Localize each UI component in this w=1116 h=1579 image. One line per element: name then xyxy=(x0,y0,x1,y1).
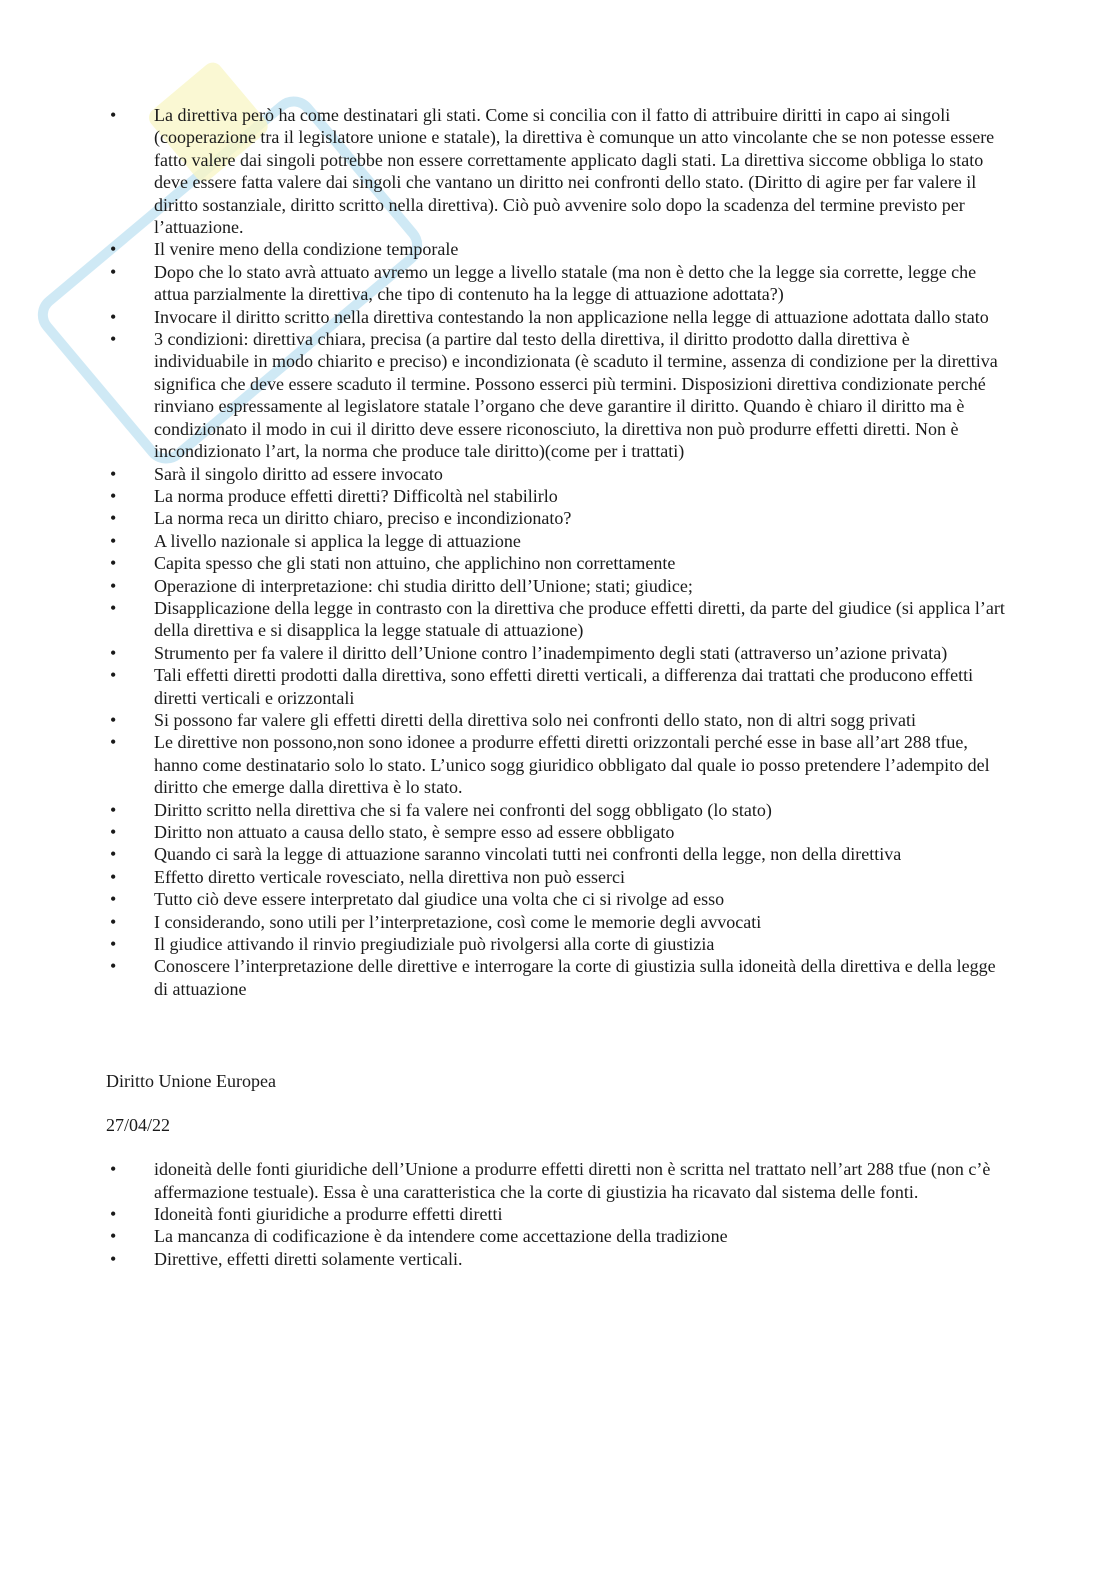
section-title: Diritto Unione Europea xyxy=(106,1071,276,1092)
list-item: • Le direttive non possono,non sono idonee a produrre effetti diretti orizzontali perché esse in base all’art 288 tfue, hanno come destinatario solo lo stato. L’unico sogg giuridico obbligato dal quale io posso pretendere l’adempito del diritto che emerge dalla direttiva è lo stato. xyxy=(106,731,1006,798)
list-item: • La direttiva però ha come destinatari gli stati. Come si concilia con il fatto di attribuire diritti in capo ai singoli (cooperazione tra il legislatore unione e statale), la direttiva è comunque un atto vincolante che se non potesse essere fatto valere dai singoli potrebbe non essere correttamente applicato dagli stati. La direttiva siccome obbliga lo stato deve essere fatta valere dai singoli che vantano un diritto nei confronti dello stato. (Diritto di agire per far valere il diritto sostanziale, diritto scritto nella direttiva). Ciò può avvenire solo dopo la scadenza del termine previsto per l’attuazione. xyxy=(106,104,1006,238)
list-item: • idoneità delle fonti giuridiche dell’Unione a produrre effetti diretti non è scritta nel trattato nell’art 288 tfue (non c’è affermazione testuale). Essa è una caratteristica che la corte di giustizia ha ricavato dal sistema delle fonti. xyxy=(106,1158,1006,1203)
list-item: • Conoscere l’interpretazione delle direttive e interrogare la corte di giustizia sulla idoneità della direttiva e della legge di attuazione xyxy=(106,955,1006,1000)
list-item: • Strumento per fa valere il diritto dell’Unione contro l’inadempimento degli stati (attraverso un’azione privata) xyxy=(106,642,1006,664)
list-item: • A livello nazionale si applica la legge di attuazione xyxy=(106,530,1006,552)
list-item: • Disapplicazione della legge in contrasto con la direttiva che produce effetti diretti, da parte del giudice (si applica l’art della direttiva e si disapplica la legge statuale di attuazione) xyxy=(106,597,1006,642)
list-item: • Invocare il diritto scritto nella direttiva contestando la non applicazione nella legge di attuazione adottata dallo stato xyxy=(106,306,1006,328)
date-line: 27/04/22 xyxy=(106,1115,171,1136)
list-item: • I considerando, sono utili per l’interpretazione, così come le memorie degli avvocati xyxy=(106,911,1006,933)
list-item: • Tutto ciò deve essere interpretato dal giudice una volta che ci si rivolge ad esso xyxy=(106,888,1006,910)
list-item: • Il venire meno della condizione temporale xyxy=(106,238,1006,260)
list-item: • Dopo che lo stato avrà attuato avremo un legge a livello statale (ma non è detto che la legge sia corrette, legge che attua parzialmente la direttiva, che tipo di contenuto ha la legge di attuazione adottata?) xyxy=(106,261,1006,306)
list-item: • Sarà il singolo diritto ad essere invocato xyxy=(106,463,1006,485)
bullet-list-2 xyxy=(106,1158,1006,1270)
list-item: • Idoneità fonti giuridiche a produrre effetti diretti xyxy=(106,1203,1006,1225)
list-item: • Capita spesso che gli stati non attuino, che applichino non correttamente xyxy=(106,552,1006,574)
bullet-list-1 xyxy=(106,104,1006,1000)
document-body xyxy=(106,104,1006,1270)
list-item: • Diritto non attuato a causa dello stato, è sempre esso ad essere obbligato xyxy=(106,821,1006,843)
list-item: • Diritto scritto nella direttiva che si fa valere nei confronti del sogg obbligato (lo stato) xyxy=(106,799,1006,821)
list-item: • Il giudice attivando il rinvio pregiudiziale può rivolgersi alla corte di giustizia xyxy=(106,933,1006,955)
list-item: • Effetto diretto verticale rovesciato, nella direttiva non può esserci xyxy=(106,866,1006,888)
list-item: • 3 condizioni: direttiva chiara, precisa (a partire dal testo della direttiva, il diritto prodotto dalla direttiva è individuabile in modo chiarito e preciso) e incondizionata (è scaduto il termine, assenza di condizione per la direttiva significa che deve essere scaduto il termine. Possono esserci più termini. Disposizioni direttiva condizionate perché rinviano espressamente al legislatore statale l’organo che deve garantire il diritto. Quando è chiaro il diritto ma è condizionato il modo in cui il diritto deve essere riconosciuto, la direttiva non può produrre effetti diretti. Non è incondizionato l’art, la norma che produce tale diritto)(come per i trattati) xyxy=(106,328,1006,462)
list-item: • Si possono far valere gli effetti diretti della direttiva solo nei confronti dello stato, non di altri sogg privati xyxy=(106,709,1006,731)
list-item: • La norma produce effetti diretti? Difficoltà nel stabilirlo xyxy=(106,485,1006,507)
list-item: • La norma reca un diritto chiaro, preciso e incondizionato? xyxy=(106,507,1006,529)
list-item: • Tali effetti diretti prodotti dalla direttiva, sono effetti diretti verticali, a differenza dai trattati che producono effetti diretti verticali e orizzontali xyxy=(106,664,1006,709)
list-item: • Direttive, effetti diretti solamente verticali. xyxy=(106,1248,1006,1270)
list-item: • Quando ci sarà la legge di attuazione saranno vincolati tutti nei confronti della legge, non della direttiva xyxy=(106,843,1006,865)
list-item: • La mancanza di codificazione è da intendere come accettazione della tradizione xyxy=(106,1225,1006,1247)
list-item: • Operazione di interpretazione: chi studia diritto dell’Unione; stati; giudice; xyxy=(106,575,1006,597)
